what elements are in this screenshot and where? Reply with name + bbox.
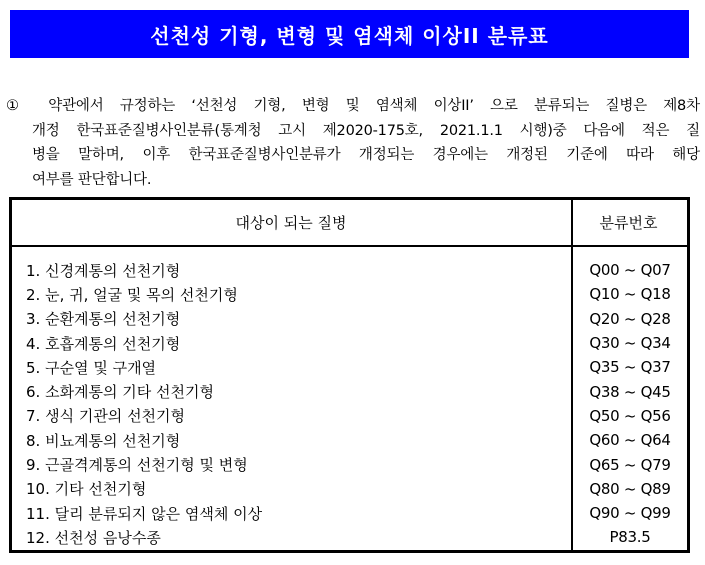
paragraph-word: 제8차 (663, 98, 700, 114)
description-paragraph (6, 94, 700, 192)
classification-code: Q65 ~ Q79 (589, 455, 671, 474)
table-row (12, 404, 687, 428)
paragraph-word: 경우에는 (432, 147, 488, 163)
paragraph-word: 말하며, (78, 147, 124, 163)
classification-code: Q80 ~ Q89 (589, 479, 671, 498)
disease-name: 8. 비뇨계통의 선천기형 (26, 431, 181, 450)
classification-code: Q00 ~ Q07 (589, 261, 671, 280)
paragraph-word: 규정하는 (119, 98, 176, 114)
disease-name: 5. 구순열 및 구개열 (26, 358, 157, 377)
classification-code: Q38 ~ Q45 (589, 382, 671, 401)
disease-name: 4. 호흡계통의 선천기형 (26, 334, 181, 353)
paragraph-word: 변형 (301, 98, 330, 114)
table-row (12, 307, 687, 331)
header-disease: 대상이 되는 질병 (235, 214, 347, 232)
table-row (12, 428, 687, 452)
paragraph-word: 한국표준질병사인분류가 (188, 147, 341, 163)
classification-code: Q60 ~ Q64 (589, 431, 671, 450)
page-title: 선천성 기형, 변형 및 염색체 이상II 분류표 (150, 23, 549, 48)
paragraph-word: 이후 (142, 147, 171, 163)
table-row (12, 331, 687, 355)
classification-code: Q50 ~ Q56 (589, 406, 671, 425)
paragraph-word: 한국표준질병사인분류(통계청 (76, 122, 262, 139)
paragraph-word: 개정되는 (358, 147, 415, 163)
disease-name: 10. 기타 선천기형 (26, 480, 147, 499)
disease-classification-table (9, 197, 690, 553)
paragraph-word: 및 (345, 98, 360, 114)
disease-name: 1. 신경계통의 선천기형 (26, 261, 181, 280)
paragraph-word: 2021.1.1 (439, 122, 503, 139)
paragraph-word: 기형, (253, 98, 286, 114)
title-banner (10, 10, 689, 58)
classification-code: Q10 ~ Q18 (589, 285, 671, 304)
classification-code: Q90 ~ Q99 (589, 504, 671, 523)
disease-name: 12. 선천성 음낭수종 (26, 528, 161, 547)
table-header-row (12, 200, 687, 247)
paragraph-word: 개정 (32, 122, 60, 139)
paragraph-word: 시행)중 (519, 122, 567, 139)
classification-code: P83.5 (609, 528, 651, 547)
paragraph-word: 이상II’ (433, 98, 474, 114)
paragraph-word: 약관에서 (48, 98, 104, 114)
table-row (12, 477, 687, 501)
table-row (12, 379, 687, 403)
paragraph-word: 분류되는 (533, 98, 590, 114)
paragraph-word: 적은 (641, 122, 670, 139)
paragraph-word: 고시 (278, 122, 306, 139)
paragraph-word: 제2020-175호, (322, 122, 423, 139)
disease-name: 9. 근골격계통의 선천기형 및 변형 (26, 456, 248, 475)
paragraph-word: 기준에 (566, 147, 608, 163)
paragraph-line-2 (6, 119, 700, 144)
paragraph-word: 개정된 (506, 147, 548, 163)
table-row (12, 525, 687, 549)
paragraph-line-3 (6, 143, 700, 168)
classification-code: Q20 ~ Q28 (589, 309, 671, 328)
table-row (12, 501, 687, 525)
paragraph-word: ‘선천성 (191, 98, 238, 114)
disease-name: 2. 눈, 귀, 얼굴 및 목의 선천기형 (26, 285, 238, 304)
paragraph-word: 질병은 (605, 98, 647, 114)
table-row (12, 355, 687, 379)
table-row (12, 258, 687, 282)
classification-code: Q30 ~ Q34 (589, 334, 671, 353)
paragraph-word: 병을 (32, 147, 60, 163)
paragraph-word: 해당 (672, 147, 700, 163)
paragraph-word: 따라 (626, 147, 654, 163)
disease-name: 11. 달리 분류되지 않은 염색체 이상 (26, 504, 263, 523)
paragraph-word: 으로 (490, 98, 518, 114)
paragraph-line-1 (6, 94, 700, 119)
disease-name: 7. 생식 기관의 선천기형 (26, 407, 186, 426)
paragraph-word: 염색체 (375, 98, 418, 114)
disease-name: 6. 소화계통의 기타 선천기형 (26, 383, 215, 402)
paragraph-word: 다음에 (583, 122, 625, 139)
paragraph-word: 질 (686, 122, 700, 139)
table-body (12, 258, 687, 550)
circled-number-marker: ① (6, 98, 19, 114)
table-row (12, 282, 687, 306)
classification-code: Q35 ~ Q37 (589, 358, 671, 377)
paragraph-line-4: 여부를 판단합니다. (32, 171, 152, 188)
header-code: 분류번호 (599, 214, 658, 232)
table-row (12, 452, 687, 476)
disease-name: 3. 순환계통의 선천기형 (26, 310, 181, 329)
